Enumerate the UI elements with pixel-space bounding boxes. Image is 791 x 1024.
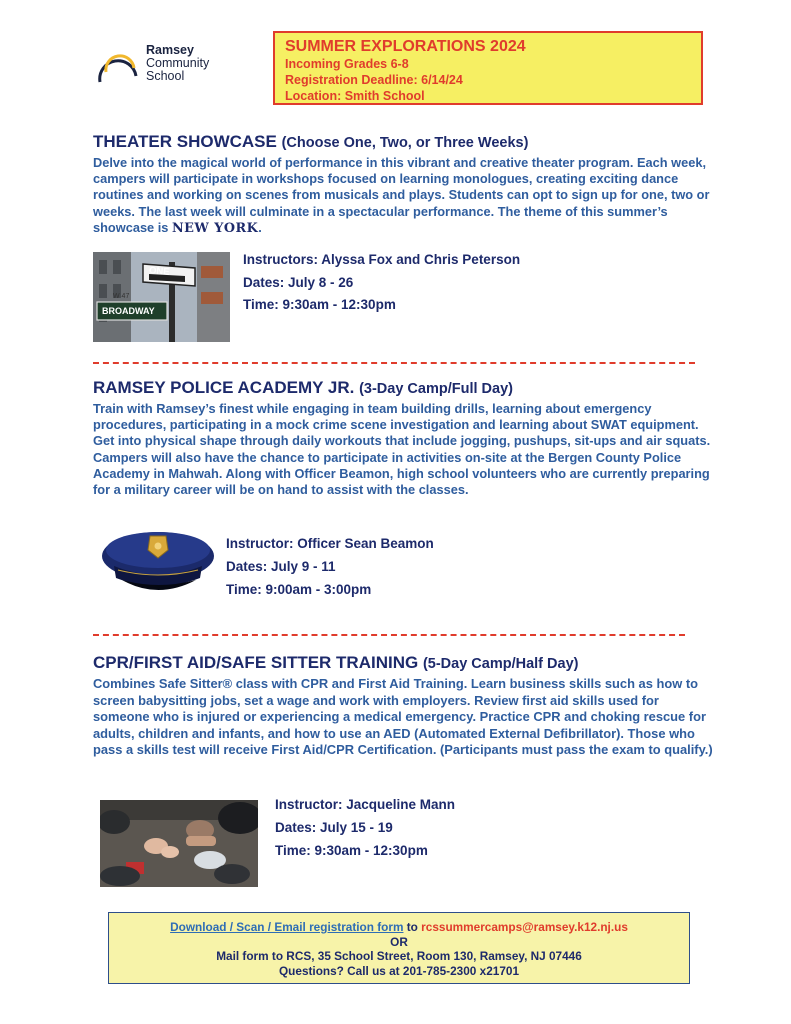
section-divider-1: [93, 362, 695, 364]
theater-time: Time: 9:30am - 12:30pm: [243, 297, 396, 312]
cpr-time: Time: 9:30am - 12:30pm: [275, 843, 428, 858]
theater-dates: Dates: July 8 - 26: [243, 274, 354, 290]
broadway-sign-text: BROADWAY: [102, 306, 155, 316]
police-details: [226, 532, 434, 601]
cpr-subtitle: (5-Day Camp/Half Day): [422, 656, 579, 672]
theater-instructors: Instructors: Alyssa Fox and Chris Peterson: [243, 252, 521, 267]
logo-line-3: School: [146, 69, 185, 83]
logo-arc-icon: [96, 46, 140, 84]
police-dates: Dates: July 9 - 11: [226, 559, 336, 574]
theater-subtitle: (Choose One, Two, or Three Weeks): [281, 135, 529, 151]
police-title: [93, 377, 713, 400]
section-divider-2: [93, 634, 685, 636]
logo-line-2: Community: [146, 56, 210, 70]
logo-line-1: Ramsey: [146, 43, 194, 57]
registration-form-link[interactable]: Download / Scan / Email registration form: [170, 920, 404, 934]
police-hat-image: [100, 528, 215, 598]
grades-text: Incoming Grades 6-8: [285, 57, 409, 71]
registration-email-link[interactable]: rcssummercamps@ramsey.k12.nj.us: [421, 920, 628, 934]
cpr-training-image: [100, 800, 258, 887]
questions-text: Questions? Call us at 201-785-2300 x21701: [279, 963, 519, 978]
police-subtitle: (3-Day Camp/Full Day): [359, 381, 513, 397]
one-way-sign-text: ONE: [148, 265, 171, 278]
svg-text:W 47: W 47: [113, 293, 130, 300]
cpr-section: [93, 652, 713, 759]
logo-text: [146, 44, 209, 83]
registration-line: [109, 920, 689, 935]
program-title: SUMMER EXPLORATIONS 2024: [285, 38, 526, 55]
theater-desc-period: .: [258, 219, 262, 235]
police-time: Time: 9:00am - 3:00pm: [226, 582, 372, 597]
mail-address-text: Mail form to RCS, 35 School Street, Room 130, Ramsey, NJ 07446: [216, 949, 582, 963]
theater-section: [93, 131, 713, 237]
broadway-sign-image: [93, 252, 230, 342]
program-header-box: [273, 31, 703, 105]
police-instructor: Instructor: Officer Sean Beamon: [226, 536, 434, 551]
police-title-text: RAMSEY POLICE ACADEMY JR.: [93, 378, 355, 397]
police-section: [93, 377, 713, 498]
registration-to-text: to: [403, 920, 422, 934]
theater-title: [93, 131, 713, 154]
deadline-text: Registration Deadline: 6/14/24: [285, 73, 463, 87]
theater-theme: NEW YORK: [171, 220, 259, 236]
cpr-dates: Dates: July 15 - 19: [275, 820, 393, 835]
cpr-title-text: CPR/FIRST AID/SAFE SITTER TRAINING: [93, 653, 419, 672]
police-description: Train with Ramsey’s finest while engaging in team building drills, learning about emergency procedures, participating in a mock crime scene investigation and learning about SWAT equipment. Get into physical shape through daily workouts that include jogging, pushups, sit-ups and air squats. Campers will also have the chance to participate in activities on-site at the Bergen County Police Academy in Mahwah. Along with Officer Beamon, high school volunteers who are currently preparing for a military career will be on hand to assist with the classes.: [93, 401, 711, 498]
or-text: OR: [390, 934, 408, 949]
location-text: Location: Smith School: [285, 89, 425, 103]
cpr-instructor: Instructor: Jacqueline Mann: [275, 797, 456, 812]
theater-details: [243, 249, 520, 317]
theater-title-text: THEATER SHOWCASE: [93, 132, 277, 151]
school-logo: [96, 44, 236, 88]
cpr-title: [93, 652, 713, 675]
cpr-description: Combines Safe Sitter® class with CPR and First Aid Training. Learn business skills such as how to screen babysitting jobs, set a wage and work with employers. Review first aid skills used for someone who is injured or experiencing a medical emergency. Practice CPR and choking rescue for adults, children and infants, and how to use an AED (Automated External Defibrillator). Those who pass a skills test will receive First Aid/CPR Certification. (Participants must pass the exam to qualify.): [93, 676, 713, 758]
theater-desc-text: Delve into the magical world of performance in this vibrant and creative theater program. Each week, campers will participate in workshops focused on learning monologues, creating exciting dance routines and working on scenes from musicals and plays. Students can opt to sign up for one, two or weeks. The last week will culminate in a spectacular performance. The theme of this summer’s showcase is: [93, 155, 710, 235]
cpr-details: [275, 793, 455, 862]
theater-description: [93, 155, 713, 237]
registration-footer: [108, 912, 690, 984]
